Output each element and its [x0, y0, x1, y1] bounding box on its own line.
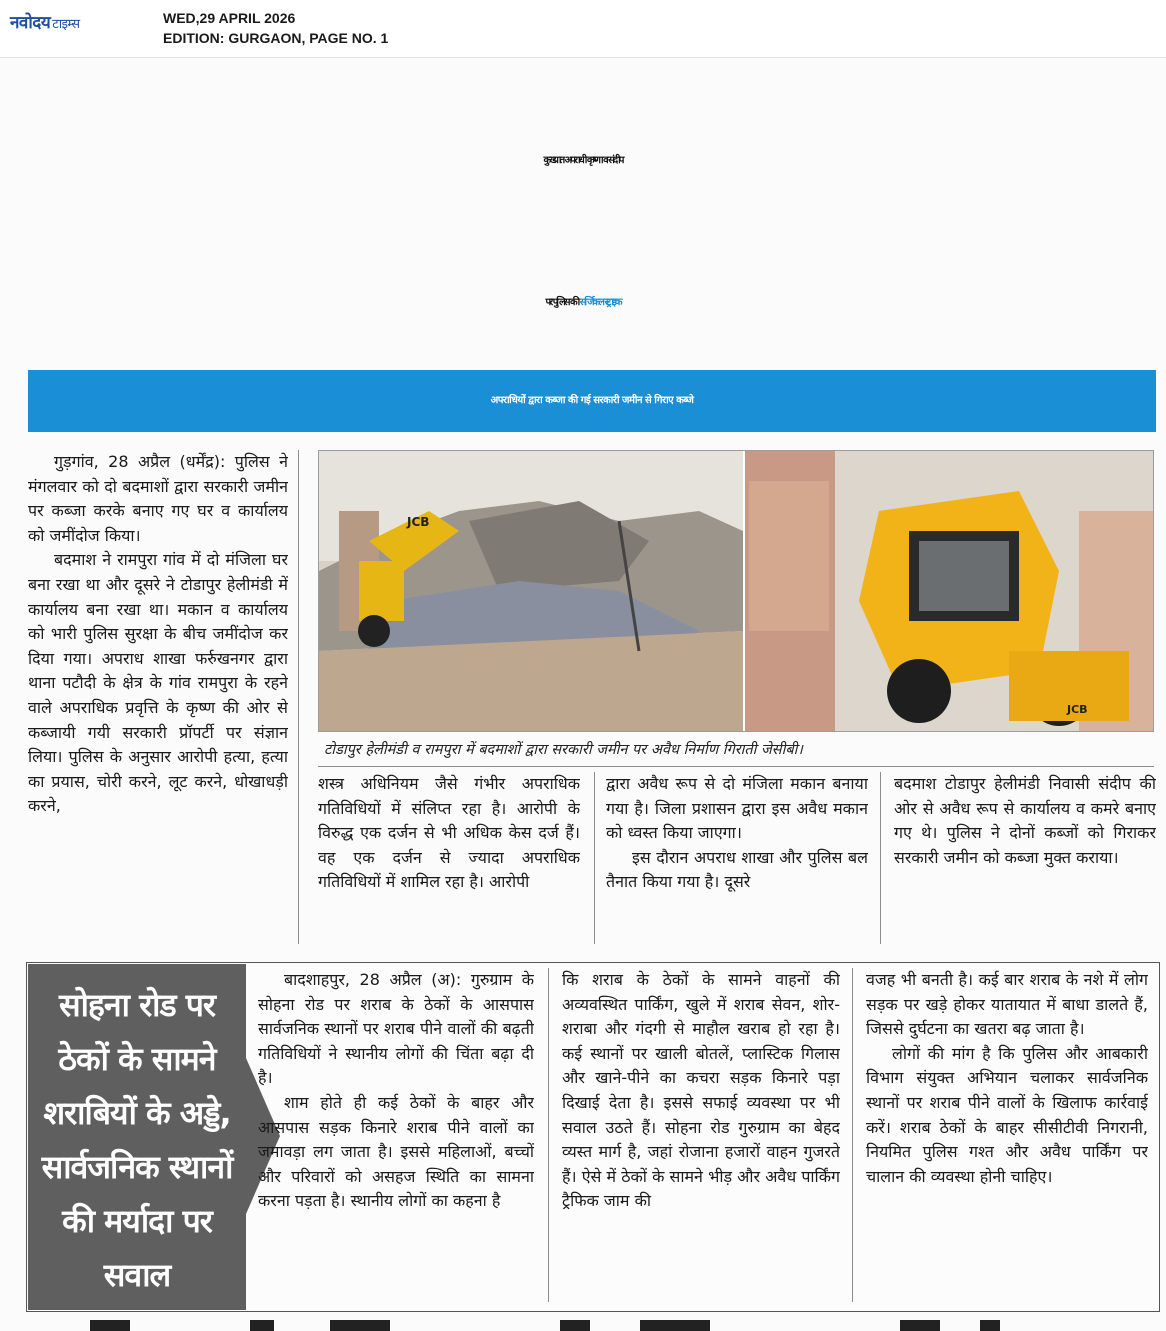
main-headline-black: पर पुलिस की [545, 297, 580, 308]
second-story-column-3 [866, 968, 1148, 1302]
newspaper-logo[interactable] [10, 10, 80, 33]
newspaper-page [0, 58, 1166, 1331]
main-story-para-2: बदमाश ने रामपुरा गांव में दो मंजिला घर बना रखा था और दूसरे ने टोडापुर हेलीमंडी में कार्यालय बना रखा था। मकान व कार्यालय को भारी पुलिस सुरक्षा के बीच जमींदोज कर दिया गया। अपराध शाखा फर्रुखनगर द्वारा थाना पटौदी के क्षेत्र के गांव रामपुरा के रहने वाले अपराधिक प्रवृत्ति के कृष्ण की ओर से कब्जायी गयी सरकारी प्रॉपर्टी पर संज्ञान लिया। पुलिस के अनुसार आरोपी हत्या, हत्या का प्रयास, चोरी करने, लूट करने, धोखाधड़ी करने, [28, 550, 288, 816]
main-story-column-1 [28, 450, 288, 944]
logo-subtext: टाइम्स [52, 17, 80, 32]
photo-caption: टोडापुर हेलीमंडी व रामपुरा में बदमाशों द्वारा सरकारी जमीन पर अवैध निर्माण गिराती जेसीबी। [324, 742, 803, 758]
logo-text: नवोदय [10, 13, 51, 33]
second-story-para-4: वजह भी बनती है। कई बार शराब के नशे में लोग सड़क पर खड़े होकर यातायात में बाधा डालते हैं, जिससे दुर्घटना का खतरा बढ़ जाता है। [866, 970, 1148, 1039]
main-story-column-3 [606, 772, 868, 944]
news-photo[interactable] [318, 450, 1154, 732]
main-story-column-2 [318, 772, 580, 944]
main-story-para-4: द्वारा अवैध रूप से दो मंजिला मकान बनाया गया है। जिला प्रशासन द्वारा इस अवैध मकान को ध्वस्त किया जाएगा। [606, 774, 868, 843]
photo-jcb-label-right: JCB [1067, 703, 1088, 716]
next-headline-fragment [0, 1320, 1166, 1331]
demolition-photo-illustration [319, 451, 1154, 732]
second-column-divider-1 [548, 968, 549, 1302]
second-story-para-5: लोगों की मांग है कि पुलिस और आबकारी विभाग संयुक्त अभियान चलाकर सार्वजनिक स्थानों पर शराब पीने वालों के खिलाफ कार्रवाई करें। शराब ठेकों के बाहर सीसीटीवी निगरानी, नियमित पुलिस गश्त और अवैध पार्किंग पर चालान की व्यवस्था होनी चाहिए। [866, 1043, 1148, 1186]
second-story-para-2: शाम होते ही कई ठेकों के बाहर और आसपास सड़क किनारे शराब पीने वालों का जमावड़ा लग जाता है। इससे महिलाओं, बच्चों और परिवारों को असहज स्थिति का सामना करना पड़ता है। स्थानीय लोगों का कहना है [258, 1092, 534, 1211]
second-column-divider-2 [852, 968, 853, 1302]
masthead [0, 0, 1166, 58]
column-divider-2 [594, 772, 595, 944]
second-story-column-2 [562, 968, 840, 1302]
main-story-para-6: बदमाश टोडापुर हेलीमंडी निवासी संदीप की ओर से अवैध रूप से कार्यालय व कमरे बनाए गए थे। पुलिस ने दोनों कब्जों को गिराकर सरकारी जमीन को कब्जा मुक्त कराया। [894, 774, 1156, 867]
main-story-para-1: गुड़गांव, 28 अप्रैल (धर्मेंद्र): पुलिस ने मंगलवार को दो बदमाशों द्वारा सरकारी जमीन पर कब्जा करके बनाए गए घर व कार्यालय को जमींदोज किया। [28, 452, 288, 545]
edition-page: EDITION: GURGAON, PAGE NO. 1 [163, 30, 389, 46]
second-story-para-3: कि शराब के ठेकों के सामने वाहनों की अव्यवस्थित पार्किंग, खुले में शराब सेवन, शोर-शराबा और गंदगी से माहौल खराब हो रहा है। कई स्थानों पर खाली बोतलें, प्लास्टिक गिलास और खाने-पीने का कचरा सड़क किनारे पड़ा दिखाई देता है। इससे सफाई व्यवस्था पर भी सवाल उठते हैं। सोहना रोड गुरुग्राम का बेहद व्यस्त मार्ग है, जहां रोजाना हजारों वाहन गुजरते हैं। ऐसे में ठेकों के सामने भीड़ और अवैध पार्किंग ट्रैफिक जाम की [562, 970, 840, 1211]
subheadline-banner: अपराधियों द्वारा कब्जा की गई सरकारी जमीन से गिराए कब्जे [28, 370, 1156, 432]
main-story-para-3: शस्त्र अधिनियम जैसे गंभीर अपराधिक गतिविधियों में संलिप्त रहा है। आरोपी के विरुद्ध एक दर्जन से भी अधिक केस दर्ज हैं। वह एक दर्जन से ज्यादा अपराधिक गतिविधियों में शामिल रहा है। आरोपी [318, 774, 580, 892]
second-story-para-1: बादशाहपुर, 28 अप्रैल (अ): गुरुग्राम के सोहना रोड पर शराब के ठेकों के आसपास सार्वजनिक स्थानों पर शराब पीने वालों की बढ़ती गतिविधियों ने स्थानीय लोगों की चिंता बढ़ा दी है। [258, 970, 534, 1088]
main-story-column-4 [894, 772, 1156, 944]
second-story-column-1 [258, 968, 534, 1302]
issue-date: WED,29 APRIL 2026 [163, 10, 296, 26]
caption-divider [318, 766, 1154, 767]
edition-info [163, 8, 388, 48]
main-story-para-5: इस दौरान अपराध शाखा और पुलिस बल तैनात किया गया है। दूसरे [606, 847, 868, 892]
photo-jcb-label-left: JCB [407, 515, 430, 529]
main-headline-line2 [0, 248, 1166, 358]
main-headline-blue: सर्जिकल स्ट्राइक [579, 297, 621, 308]
main-headline-line1: कुख्यात अपराधी कृष्णा व संदीप [543, 155, 623, 166]
column-divider-1 [298, 450, 299, 944]
column-divider-3 [880, 772, 881, 944]
second-story-headline: सोहना रोड पर ठेकों के सामने शराबियों के अड्डे, सार्वजनिक स्थानों की मर्यादा पर सवाल [41, 986, 233, 1294]
